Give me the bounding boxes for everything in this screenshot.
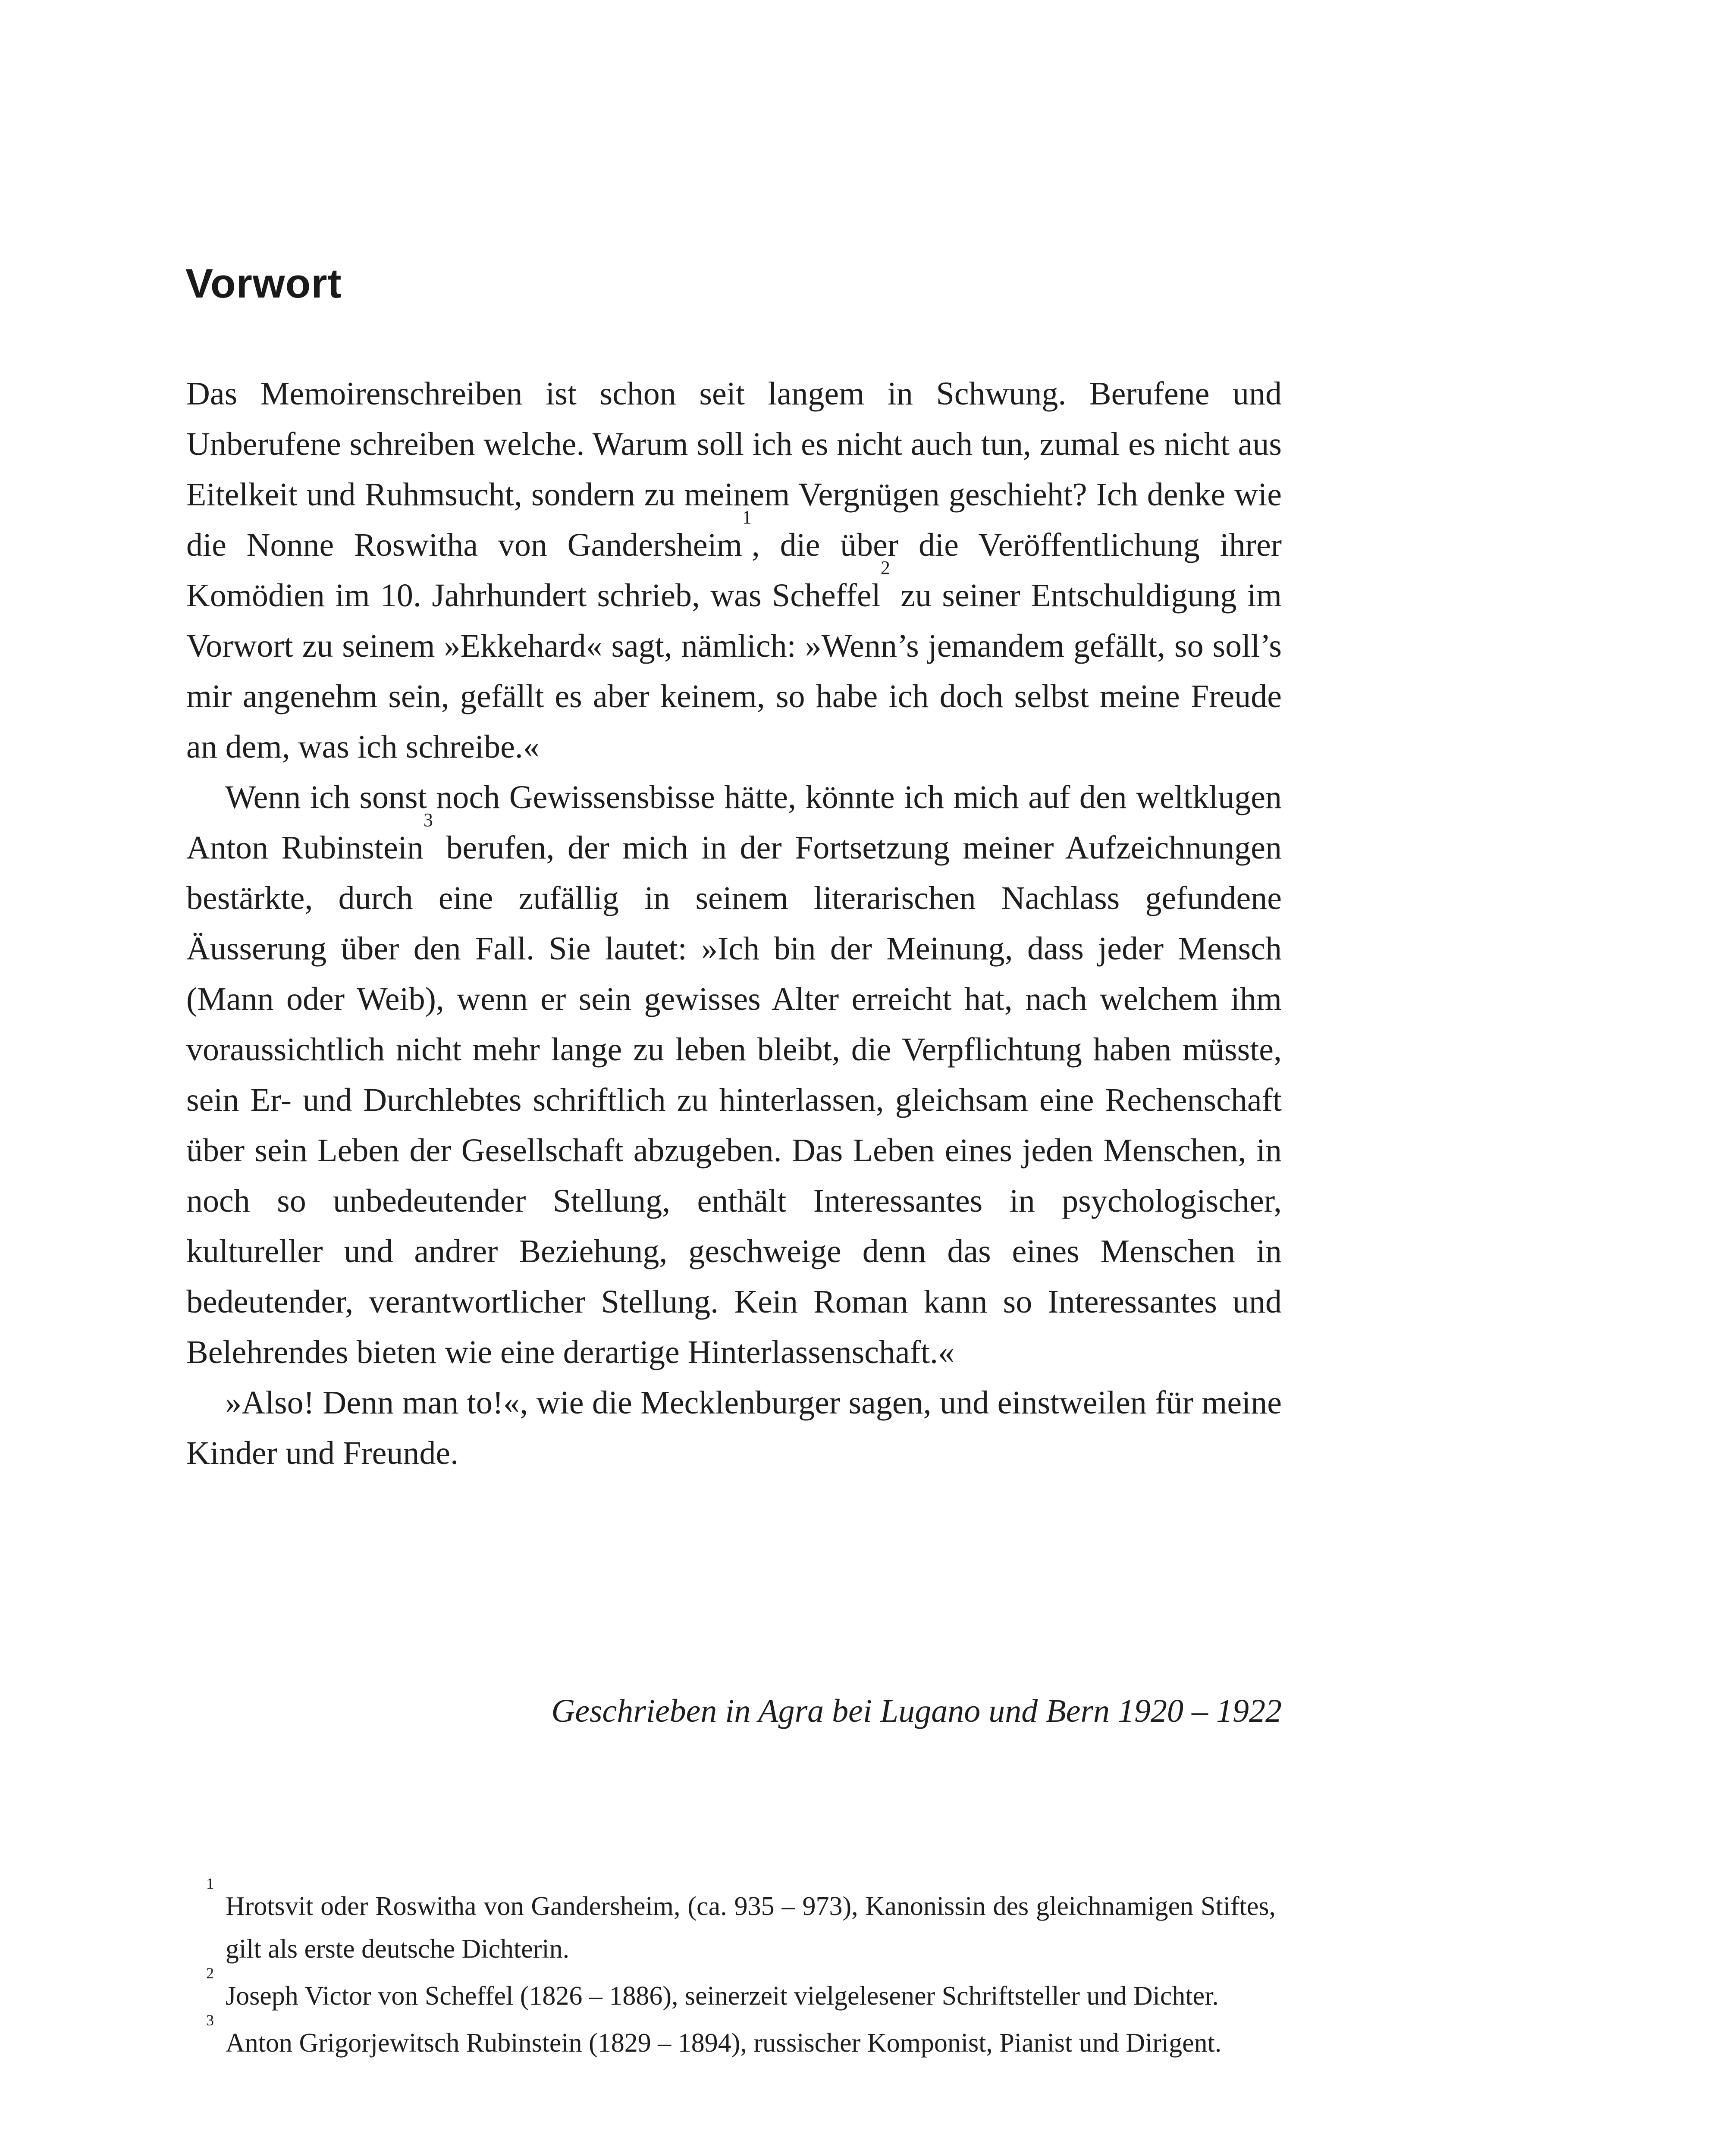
footnote: 2Joseph Victor von Scheffel (1826 – 1886), seinerzeit vielgelesener Schriftsteller und Dichter. [206,1965,1219,2011]
footnote-text: Hrotsvit oder Roswitha von Gandersheim, (ca. 935 – 973), Kanonissin des gleichnamigen Stiftes, gilt als erste deutsche Dichterin. [226,1892,1276,1964]
footnote-ref: 3 [423,809,433,830]
footnotes [206,1875,1276,2069]
paragraph-text: Das Memoirenschreiben ist schon seit langem in Schwung. Berufene und Unberufene schreiben welche. Warum soll ich es nicht auch tun, zumal es nicht aus Eitelkeit und Ruhmsucht, sondern zu meinem Vergnügen geschieht? Ich denke wie die Nonne Roswitha von Gandersheim [186,376,1282,563]
paragraph [186,369,1282,772]
body-text [186,369,1282,1479]
paragraph-text: Wenn ich sonst noch Gewissensbisse hätte, könnte ich mich auf den weltklugen Anton Rubinstein [186,779,1282,866]
footnote-ref: 2 [880,557,890,578]
signature-line: Geschrieben in Agra bei Lugano und Bern 1920 – 1922 [551,1693,1282,1729]
footnote-ref: 1 [742,507,752,528]
paragraph [186,772,1282,1378]
footnote: 1Hrotsvit oder Roswitha von Gandersheim, (ca. 935 – 973), Kanonissin des gleichnamigen Stiftes, gilt als erste deutsche Dichterin. [206,1875,1276,1964]
chapter-heading: Vorwort [185,260,342,307]
paragraph-text: zu seiner Entschuldigung im Vorwort zu seinem »Ekkehard« sagt, nämlich: »Wenn’s jemandem gefällt, so soll’s mir angenehm sein, gefällt es aber keinem, so habe ich doch selbst meine Freude an dem, was ich schreibe.« [186,577,1282,765]
paragraph-text: , die über die Veröffentlichung ihrer Komödien im 10. Jahrhundert schrieb, was Scheffel [186,527,1282,614]
footnote-text: Joseph Victor von Scheffel (1826 – 1886), seinerzeit vielgelesener Schriftsteller und Dichter. [226,1981,1219,2011]
paragraph-text: berufen, der mich in der Fortsetzung meiner Aufzeichnungen bestärkte, durch eine zufällig in seinem literarischen Nachlass gefundene Äusserung über den Fall. Sie lautet: »Ich bin der Meinung, dass jeder Mensch (Mann oder Weib), wenn er sein gewisses Alter erreicht hat, nach welchem ihm voraussichtlich nicht mehr lange zu leben bleibt, die Verpflichtung haben müsste, sein Er- und Durchlebtes schriftlich zu hinterlassen, gleichsam eine Rechenschaft über sein Leben der Gesellschaft abzugeben. Das Leben eines jeden Menschen, in noch so unbedeutender Stellung, enthält Interessantes in psychologischer, kultureller und andrer Beziehung, geschweige denn das eines Menschen in bedeutender, verantwortlicher Stellung. Kein Roman kann so Interessantes und Belehrendes bieten wie eine derartige Hinterlassenschaft.« [186,830,1282,1370]
footnote: 3Anton Grigorjewitsch Rubinstein (1829 – 1894), russischer Komponist, Pianist und Dirigent. [206,2012,1222,2058]
footnote-text: Anton Grigorjewitsch Rubinstein (1829 – 1894), russischer Komponist, Pianist und Dirigent. [226,2028,1222,2058]
paragraph [186,1378,1282,1479]
paragraph-text: »Also! Denn man to!«, wie die Mecklenburger sagen, und einstweilen für meine Kinder und Freunde. [186,1385,1282,1471]
